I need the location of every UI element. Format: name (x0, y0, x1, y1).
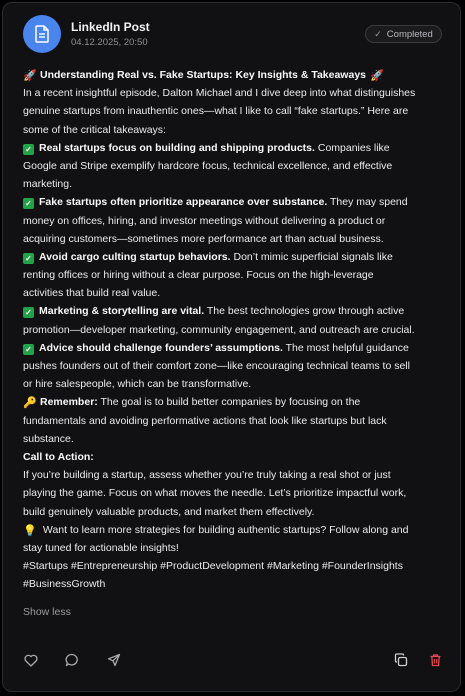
post-line (23, 539, 443, 557)
post-line (23, 248, 443, 266)
post-date: 04.12.2025, 20:50 (71, 37, 148, 48)
comment-icon (65, 653, 79, 667)
post-line (23, 139, 443, 157)
post-line (23, 357, 443, 375)
rocket-icon: 🚀 (23, 70, 37, 82)
line-text: Want to learn more strategies for building authentic startups? Follow along and (40, 523, 409, 536)
line-text: build genuinely valuable products, and market them effectively. (23, 505, 315, 518)
post-line (23, 448, 443, 466)
post-line (23, 157, 443, 175)
bold-text: Real startups focus on building and shipping products. (39, 141, 315, 154)
line-text: marketing. (23, 178, 73, 191)
bold-text: Remember: (40, 396, 98, 409)
post-line (23, 557, 443, 575)
line-text: fundamentals and avoiding performative actions that look like startups but lack (23, 414, 387, 427)
post-line (23, 466, 443, 484)
document-icon (34, 25, 50, 43)
check-icon: ✓ (23, 253, 34, 264)
line-text: They may spend (327, 196, 408, 209)
line-text: genuine startups from inauthentic ones—what I like to call “fake startups.” Here are (23, 105, 409, 118)
line-text: #Startups #Entrepreneurship #ProductDevelopment #Marketing #FounderInsights (23, 560, 403, 573)
line-text: playing the game. Focus on what moves the needle. Let’s prioritize impactful work, (23, 487, 407, 500)
post-line (23, 412, 443, 430)
line-text: #BusinessGrowth (23, 578, 106, 591)
post-line (23, 430, 443, 448)
post-line (23, 266, 443, 284)
post-line (23, 484, 443, 502)
line-text: The most helpful guidance (282, 341, 409, 354)
line-text: money on offices, hiring, and investor meetings without delivering a product or (23, 214, 386, 227)
status-badge (365, 25, 442, 43)
post-line (23, 521, 443, 539)
line-text: Don’t mimic superficial signals like (230, 250, 393, 263)
line-text: The goal is to build better companies by focusing on the (97, 396, 361, 409)
post-line (23, 212, 443, 230)
post-line (23, 102, 443, 120)
line-text: pushes founders out of their comfort zone—like encouraging technical teams to sell (23, 360, 410, 372)
bulb-icon: 💡 (23, 524, 37, 537)
like-button[interactable] (22, 651, 40, 669)
check-icon: ✓ (23, 144, 34, 155)
line-text: If you’re building a startup, assess whether you’re truly taking a real shot or just (23, 469, 391, 482)
check-icon: ✓ (23, 344, 34, 355)
trash-icon (429, 653, 442, 667)
line-text: renting offices or hiring without a clear purpose. Focus on the high-leverage (23, 269, 374, 282)
post-line (23, 175, 443, 193)
comment-button[interactable] (63, 651, 81, 669)
post-line (23, 575, 443, 593)
line-text: promotion—developer marketing, community engagement, and outreach are crucial. (23, 323, 415, 336)
bold-text: Avoid cargo culting startup behaviors. (39, 250, 231, 263)
status-label: Completed (386, 28, 433, 40)
line-text: stay tuned for actionable insights! (23, 541, 179, 554)
post-line (23, 302, 443, 320)
check-icon: ✓ (23, 198, 34, 209)
bold-text: Fake startups often prioritize appearance over substance. (39, 196, 328, 209)
line-text: Google and Stripe exemplify hardcore focus, technical excellence, and effective (23, 159, 393, 172)
rocket-icon: 🚀 (370, 70, 384, 82)
post-avatar (23, 15, 61, 53)
post-title: LinkedIn Post (71, 20, 150, 34)
post-card (2, 2, 461, 692)
post-line (23, 84, 443, 102)
send-icon (107, 653, 121, 667)
post-line (23, 230, 443, 248)
post-body (23, 66, 443, 593)
line-text: The best technologies grow through active (204, 305, 405, 318)
line-text: acquiring customers—sometimes more performance art than actual business. (23, 232, 384, 245)
show-less-button[interactable]: Show less (23, 606, 71, 618)
post-line (23, 393, 443, 411)
heart-icon (24, 654, 38, 667)
line-text: or hire salespeople, which can be transformative. (23, 378, 252, 391)
post-line (23, 66, 443, 84)
bold-text: Marketing & storytelling are vital. (39, 305, 205, 318)
post-line (23, 193, 443, 211)
post-line (23, 339, 443, 357)
line-text: some of the critical takeaways: (23, 123, 166, 136)
bold-text: Call to Action: (23, 450, 94, 463)
share-button[interactable] (105, 651, 123, 669)
line-text: Companies like (314, 141, 390, 154)
bold-text: Advice should challenge founders’ assumptions. (39, 341, 283, 354)
key-icon: 🔑 (23, 397, 37, 410)
delete-button[interactable] (426, 651, 444, 669)
check-icon: ✓ (23, 307, 34, 318)
copy-button[interactable] (392, 651, 410, 669)
line-text: activities that build real value. (23, 287, 161, 300)
post-line (23, 375, 443, 393)
line-text: substance. (23, 432, 74, 445)
post-line (23, 503, 443, 521)
post-line (23, 321, 443, 339)
copy-icon (394, 653, 408, 667)
line-text: In a recent insightful episode, Dalton Michael and I dive deep into what distinguishes (23, 87, 416, 100)
post-line (23, 284, 443, 302)
post-heading: Understanding Real vs. Fake Startups: Key Insights & Takeaways (40, 69, 366, 81)
post-line (23, 121, 443, 139)
check-icon: ✓ (374, 28, 382, 39)
